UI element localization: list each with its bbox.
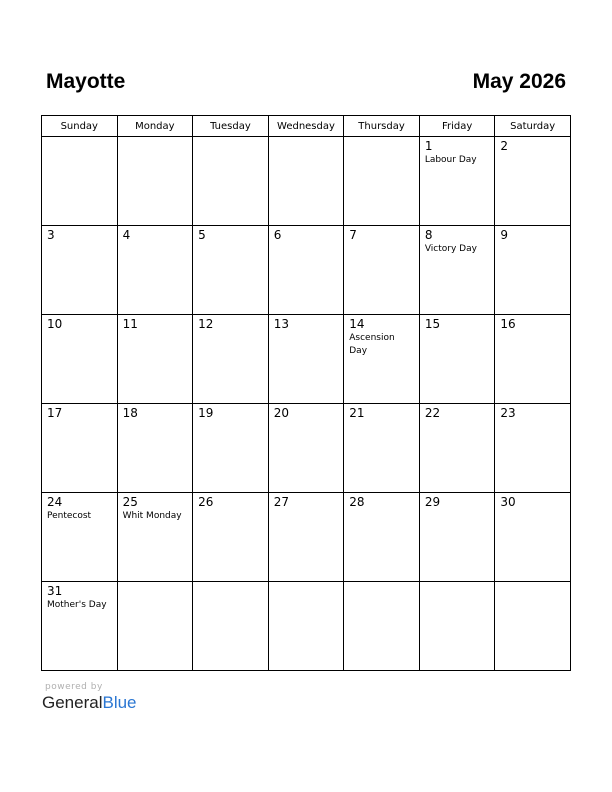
day-cell [42, 404, 118, 493]
holiday-label: Victory Day [424, 244, 477, 254]
day-cell [193, 493, 269, 582]
day-cell [117, 404, 193, 493]
day-number: 25 [122, 495, 138, 509]
day-number: 3 [47, 228, 55, 242]
day-cell [268, 137, 344, 226]
day-cell [344, 493, 420, 582]
day-number: 26 [198, 495, 214, 509]
day-cell [419, 315, 495, 404]
day-cell [495, 493, 571, 582]
weekday-saturday: Saturday [495, 116, 571, 137]
day-number: 8 [424, 228, 433, 242]
day-number: 20 [273, 406, 289, 420]
day-number: 14 [349, 317, 365, 331]
day-cell [419, 493, 495, 582]
day-cell [117, 226, 193, 315]
day-cell [42, 493, 118, 582]
day-cell [268, 315, 344, 404]
day-cell [419, 226, 495, 315]
month-year-title: May 2026 [472, 70, 566, 93]
day-number: 9 [500, 228, 509, 242]
day-cell [495, 404, 571, 493]
day-cell [495, 315, 571, 404]
day-cell [193, 226, 269, 315]
day-cell [419, 404, 495, 493]
brand-logo [42, 693, 137, 713]
branding [42, 682, 137, 713]
day-number: 16 [500, 317, 516, 331]
day-number: 21 [349, 406, 365, 420]
day-number: 5 [198, 228, 206, 242]
day-number: 4 [122, 228, 131, 242]
day-number: 22 [424, 406, 441, 420]
holiday-label: Whit Monday [122, 511, 182, 521]
day-number: 10 [47, 317, 63, 331]
day-cell [419, 582, 495, 671]
week-row [42, 493, 571, 582]
day-number: 18 [122, 406, 138, 420]
day-number: 24 [47, 495, 63, 509]
day-cell [344, 137, 420, 226]
day-cell [268, 226, 344, 315]
calendar-header [46, 70, 566, 100]
day-cell [344, 226, 420, 315]
week-row [42, 137, 571, 226]
holiday-label: Labour Day [424, 155, 477, 165]
holiday-label: Ascension Day [349, 333, 395, 356]
weekday-monday: Monday [117, 116, 193, 137]
day-cell [344, 315, 420, 404]
day-number: 31 [47, 584, 63, 598]
day-cell [193, 315, 269, 404]
brand-name-blue: Blue [102, 693, 137, 712]
day-cell [42, 315, 118, 404]
day-cell [117, 493, 193, 582]
day-cell [117, 582, 193, 671]
day-cell [193, 137, 269, 226]
day-number: 12 [198, 317, 214, 331]
day-number: 23 [500, 406, 516, 420]
holiday-label: Mother's Day [47, 600, 107, 610]
day-number: 29 [424, 495, 441, 509]
day-number: 28 [349, 495, 365, 509]
weekday-friday: Friday [419, 116, 495, 137]
brand-name-general: General [42, 693, 103, 712]
day-number: 7 [349, 228, 357, 242]
day-number: 17 [47, 406, 63, 420]
day-cell [344, 582, 420, 671]
day-cell [268, 493, 344, 582]
day-cell [193, 582, 269, 671]
weekday-sunday: Sunday [42, 116, 118, 137]
calendar-body [42, 137, 571, 671]
weekday-thursday: Thursday [344, 116, 420, 137]
day-number: 11 [122, 317, 138, 331]
day-cell [495, 137, 571, 226]
day-cell [117, 137, 193, 226]
day-cell [268, 404, 344, 493]
day-cell [42, 137, 118, 226]
day-number: 13 [273, 317, 289, 331]
day-cell [193, 404, 269, 493]
day-number: 19 [198, 406, 214, 420]
calendar-grid [41, 115, 571, 671]
week-row [42, 315, 571, 404]
day-number: 2 [500, 139, 509, 153]
day-cell [268, 582, 344, 671]
week-row [42, 404, 571, 493]
holiday-label: Pentecost [47, 511, 92, 521]
day-number: 30 [500, 495, 516, 509]
day-cell [117, 315, 193, 404]
weekday-tuesday: Tuesday [193, 116, 269, 137]
day-number: 27 [273, 495, 289, 509]
powered-by-text: powered by [45, 682, 103, 692]
day-cell [42, 582, 118, 671]
weekday-wednesday: Wednesday [268, 116, 344, 137]
week-row [42, 582, 571, 671]
week-row [42, 226, 571, 315]
day-cell [495, 582, 571, 671]
day-cell [419, 137, 495, 226]
day-number: 6 [273, 228, 282, 242]
day-cell [344, 404, 420, 493]
day-number: 1 [424, 139, 433, 153]
day-cell [495, 226, 571, 315]
weekday-header-row [42, 116, 571, 137]
country-title: Mayotte [46, 70, 126, 93]
day-number: 15 [424, 317, 441, 331]
day-cell [42, 226, 118, 315]
